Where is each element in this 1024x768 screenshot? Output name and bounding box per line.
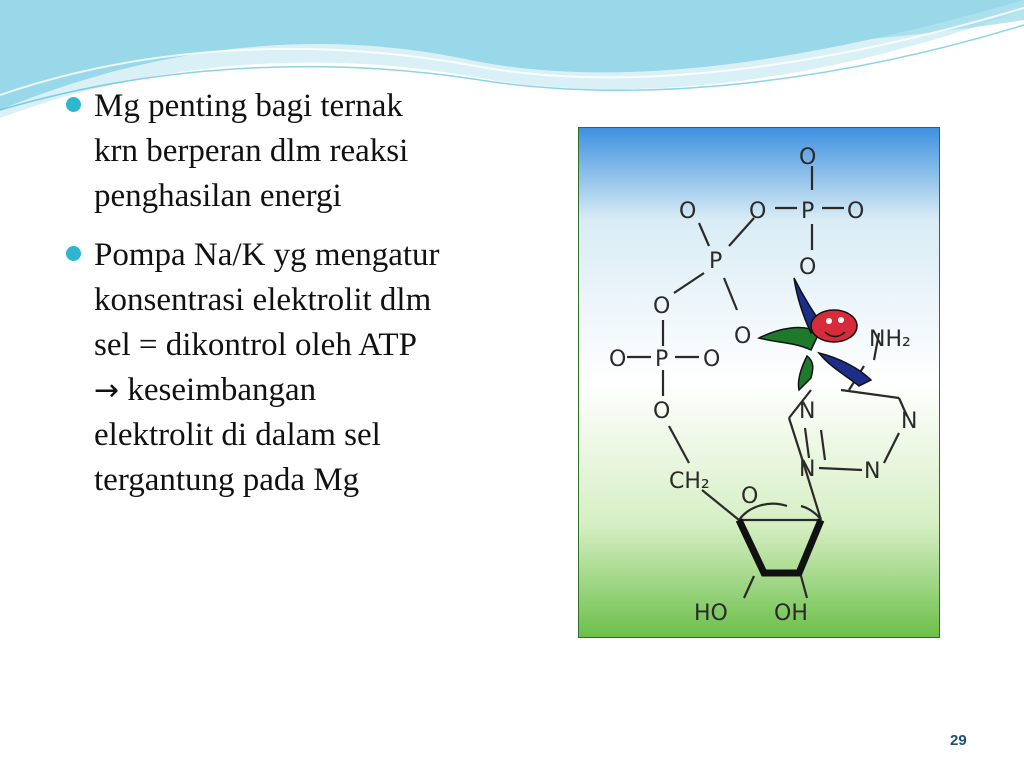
- bullet-text-line: penghasilan energi: [94, 178, 342, 214]
- atom-o-label: O: [799, 145, 817, 170]
- atom-p-label: P: [655, 347, 669, 372]
- atom-o-label: O: [653, 399, 671, 424]
- bullet-text-line: tergantung pada Mg: [94, 462, 360, 498]
- atom-o-label: O: [734, 324, 752, 349]
- atom-o-label: O: [847, 199, 865, 224]
- atom-p-label: P: [709, 249, 723, 274]
- bullet-text-line: Mg penting bagi ternak: [94, 88, 403, 124]
- slide-number: 29: [950, 732, 967, 749]
- atom-o-label: O: [653, 294, 671, 319]
- arrow-text: keseimbangan: [119, 372, 317, 408]
- bullet-text-line-arrow: [94, 368, 544, 413]
- atom-n-label: N: [901, 409, 918, 434]
- atom-o-label: O: [609, 347, 627, 372]
- bullet-text-line: elektrolit di dalam sel: [94, 417, 381, 453]
- bullet-text-line: sel = dikontrol oleh ATP: [94, 327, 417, 363]
- bullet-item-na-k-pump: [64, 233, 544, 503]
- atom-n-label: N: [799, 457, 816, 482]
- atom-o-label: O: [799, 255, 817, 280]
- bullet-dot-icon: [66, 246, 81, 261]
- atp-structure-drawing: [579, 128, 939, 637]
- bullet-list: [64, 84, 544, 517]
- atom-n-label: N: [864, 459, 881, 484]
- atom-ho-label: HO: [694, 601, 728, 626]
- atom-n-label: N: [799, 399, 816, 424]
- atom-o-label: O: [749, 199, 767, 224]
- bullet-text-line: krn berperan dlm reaksi: [94, 133, 409, 169]
- atom-nh2-label: NH₂: [869, 327, 911, 352]
- atom-oh-label: OH: [774, 601, 808, 626]
- atom-o-label: O: [741, 484, 759, 509]
- atom-o-label: O: [679, 199, 697, 224]
- atom-o-label: O: [703, 347, 721, 372]
- bullet-text-line: Pompa Na/K yg mengatur: [94, 237, 440, 273]
- bullet-dot-icon: [66, 97, 81, 112]
- right-arrow-icon: →: [94, 373, 120, 408]
- bullet-text-line: konsentrasi elektrolit dlm: [94, 282, 432, 318]
- atp-molecule-illustration: [578, 127, 940, 638]
- bullet-item-mg-energy: [64, 84, 544, 219]
- atom-p-label: P: [801, 199, 815, 224]
- atom-ch2-label: CH₂: [669, 469, 710, 494]
